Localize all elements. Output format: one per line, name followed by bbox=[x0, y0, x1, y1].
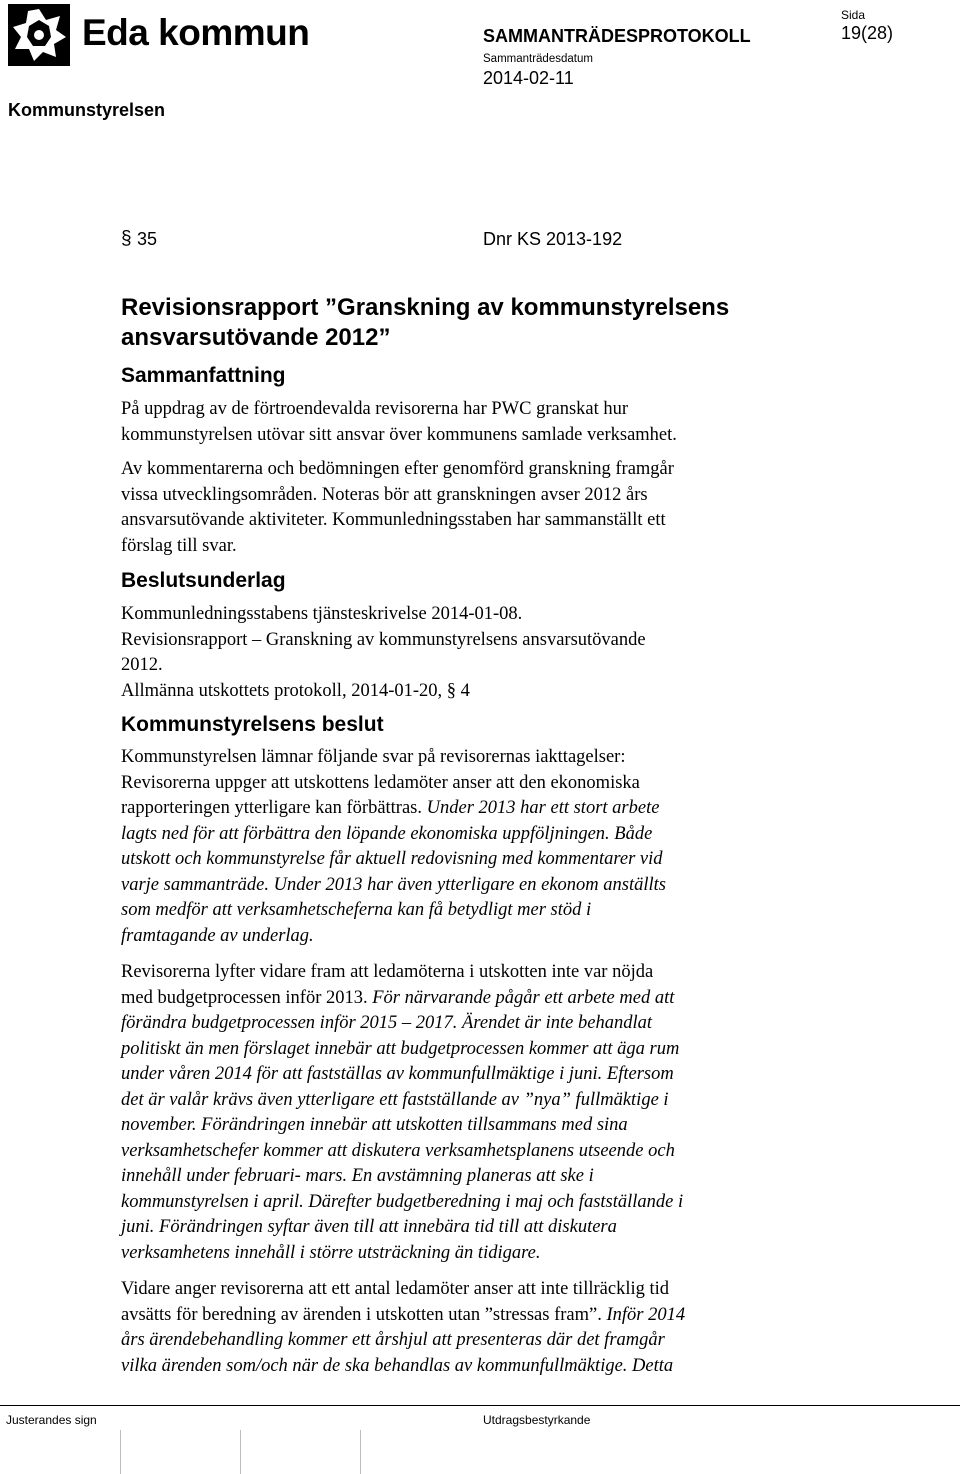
decision-heading: Kommunstyrelsens beslut bbox=[121, 713, 384, 736]
signature-box-divider bbox=[240, 1430, 241, 1474]
decision-response-line: framtagande av underlag. bbox=[121, 925, 314, 946]
committee-name: Kommunstyrelsen bbox=[8, 100, 166, 120]
decision-response: Inför 2014 bbox=[606, 1304, 686, 1325]
summary-heading: Sammanfattning bbox=[121, 364, 286, 387]
meeting-date: 2014-02-11 bbox=[483, 68, 574, 88]
decision-line bbox=[121, 1303, 821, 1329]
footer-divider bbox=[0, 1405, 960, 1406]
meeting-date-label: Sammanträdesdatum bbox=[483, 53, 593, 65]
municipality-logo bbox=[8, 4, 70, 66]
summary-line: kommunstyrelsen utövar sitt ansvar över kommunens samlade verksamhet. bbox=[121, 424, 677, 445]
decision-response-line: verksamhetschefer kommer att diskutera verksamhetsplanens utseende och bbox=[121, 1140, 675, 1161]
decision-line: Revisorerna lyfter vidare fram att ledamöterna i utskotten inte var nöjda bbox=[121, 962, 654, 982]
decision-line bbox=[121, 1354, 821, 1380]
decision-line bbox=[121, 796, 821, 822]
page-label: Sida bbox=[841, 8, 866, 22]
summary-line: Av kommentarerna och bedömningen efter genomförd granskning framgår bbox=[121, 459, 674, 479]
decision-response: För närvarande pågår ett arbete med att bbox=[372, 987, 675, 1008]
logo-wordmark: Eda kommun bbox=[82, 12, 310, 53]
decision-response-line: förändra budgetprocessen inför 2015 – 2017. Ärendet är inte behandlat bbox=[121, 1013, 652, 1033]
signature-box-divider bbox=[360, 1430, 361, 1474]
basis-item: Allmänna utskottets protokoll, 2014-01-20, § 4 bbox=[121, 680, 470, 701]
basis-item: Kommunledningsstabens tjänsteskrivelse 2014-01-08. bbox=[121, 604, 523, 624]
decision-line: Kommunstyrelsen lämnar följande svar på revisorernas iakttagelser: bbox=[121, 747, 626, 767]
signature-box-divider bbox=[120, 1430, 121, 1474]
decision-response-line: politiskt än men förslaget innebär att budgetprocessen kommer att äga rum bbox=[121, 1038, 680, 1059]
decision-response-line: års ärendebehandling kommer ett årshjul att presenteras där det framgår bbox=[121, 1330, 665, 1350]
decision-text: med budgetprocessen inför 2013. bbox=[121, 987, 368, 1008]
decision-line bbox=[121, 986, 821, 1012]
decision-response-line: varje sammanträde. Under 2013 har även ytterligare en ekonom anställts bbox=[121, 874, 666, 895]
registration-number: Dnr KS 2013-192 bbox=[483, 229, 623, 249]
decision-response-line: november. Förändringen innebär att utskotten tillsammans med sina bbox=[121, 1115, 628, 1135]
decision-response-line: det är valår krävs även ytterligare ett fastställande av ”nya” fullmäktige i bbox=[121, 1089, 669, 1110]
decision-response-line: innehåll under februari- mars. En avstämning planeras att ske i bbox=[121, 1166, 594, 1186]
summary-line: förslag till svar. bbox=[121, 535, 237, 556]
decision-response-line: som medför att verksamhetscheferna kan få betydligt mer stöd i bbox=[121, 900, 592, 920]
decision-paragraph-3 bbox=[121, 1277, 821, 1379]
decision-response-line: kommunstyrelsen i april. Därefter budgetberedning i maj och fastställande i bbox=[121, 1191, 684, 1212]
case-title bbox=[121, 293, 841, 353]
decision-response-line: utskott och kommunstyrelse får aktuell redovisning med kommentarer vid bbox=[121, 849, 663, 869]
decision-response: vilka ärenden som/och när de ska behandlas av kommunfullmäktige. Detta bbox=[121, 1355, 674, 1376]
case-title-line: ansvarsutövande 2012” bbox=[121, 324, 391, 351]
decision-text: avsätts för beredning av ärenden i utskotten utan ”stressas fram”. bbox=[121, 1304, 602, 1325]
summary-line: ansvarsutövande aktiviteter. Kommunledningsstaben har sammanställt ett bbox=[121, 510, 666, 530]
basis-heading: Beslutsunderlag bbox=[121, 569, 286, 592]
decision-line: Revisorerna uppger att utskottens ledamöter anser att den ekonomiska bbox=[121, 772, 640, 793]
document-type: SAMMANTRÄDESPROTOKOLL bbox=[483, 26, 751, 46]
signature-label: Justerandes sign bbox=[6, 1413, 97, 1427]
summary-line: vissa utvecklingsområden. Noteras bör att granskningen avser 2012 års bbox=[121, 484, 648, 505]
basis-item: 2012. bbox=[121, 655, 163, 675]
decision-paragraph-2 bbox=[121, 960, 821, 1266]
case-title-line: Revisionsrapport ”Granskning av kommunstyrelsens bbox=[121, 294, 730, 321]
basis-item: Revisionsrapport – Granskning av kommunstyrelsens ansvarsutövande bbox=[121, 629, 646, 650]
page-number: 19(28) bbox=[841, 23, 894, 43]
decision-response-line: verksamhetens innehåll i större utsträckning än tidigare. bbox=[121, 1242, 541, 1263]
decision-response-line: juni. Förändringen syftar även till att innebära tid till att diskutera bbox=[121, 1217, 617, 1237]
decision-response: Under 2013 har ett stort arbete bbox=[426, 798, 660, 818]
basis-list bbox=[121, 602, 821, 704]
case-number: 35 bbox=[137, 229, 158, 249]
extract-certification-label: Utdragsbestyrkande bbox=[483, 1413, 591, 1427]
paragraph-sign: § bbox=[121, 228, 132, 249]
decision-paragraph-1 bbox=[121, 745, 821, 949]
decision-line: Vidare anger revisorerna att ett antal ledamöter anser att inte tillräcklig tid bbox=[121, 1279, 669, 1299]
decision-text: rapporteringen ytterligare kan förbättras. bbox=[121, 798, 423, 818]
decision-response-line: under våren 2014 för att fastställas av kommunfullmäktige i juni. Eftersom bbox=[121, 1064, 674, 1084]
summary-text bbox=[121, 397, 821, 559]
summary-line: På uppdrag av de förtroendevalda revisorerna har PWC granskat hur bbox=[121, 399, 629, 419]
decision-response-line: lagts ned för att förbättra den löpande ekonomiska uppföljningen. Både bbox=[121, 823, 653, 844]
